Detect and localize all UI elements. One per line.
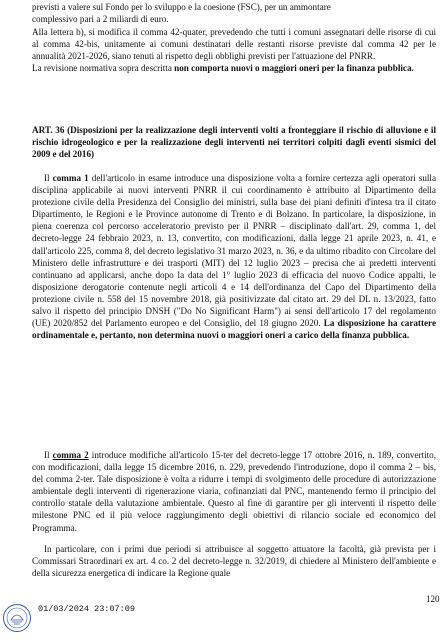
comma1-label: comma 1	[52, 173, 89, 183]
line-amount: complessivo pari a 2 miliardi di euro.	[32, 14, 169, 25]
line-fsc: previsti a valere sul Fondo per lo sviluppo e la coesione (FSC), per un ammontare	[32, 2, 331, 12]
page-number: 120	[426, 594, 440, 604]
comma2-label: comma 2	[52, 450, 89, 460]
art36-particulars-paragraph: In particolare, con i primi due periodi si attribuisce al soggetto attuatore la facoltà, già prevista per i Commissari Straordinari ex art. 4 co. 2 del decreto-legge n. 32/2019, di chiedere al Ministero dell'ambiente e della sicurezza energetica di indicare la Regione quale	[32, 544, 436, 579]
intro-paragraph-tail	[32, 1, 436, 25]
footer-timestamp: 01/03/2024 23:07:09	[38, 604, 135, 614]
art36-comma1-paragraph: Il comma 1 dell'articolo in esame introduce una disposizione volta a fornire certezza agli operatori sulla disciplina applicabile ai nuovi interventi PNRR il cui coordinamento è attribuito al Dipartimento della protezione civile della Presidenza del Consiglio dei ministri, sulla base dei piani definiti d'intesa tra il citato Dipartimento, le Regioni e le Province autonome di Trento e di Bolzano. In particolare, la disposizione, in piena coerenza col percorso acceleratorio previsto per il PNRR – disciplinato dall'art. 29, comma 1, del decreto-legge 24 febbraio 2023, n. 13, convertito, con modificazioni, dalla legge 21 aprile 2023, n. 41, e dall'articolo 225, comma 8, del decreto legislativo 31 marzo 2023, n. 36, e da ultimo ribadito con Circolare del Ministero delle infrastrutture e dei trasporti (MIT) del 12 luglio 2023 – precisa che ai predetti interventi continuano ad applicarsi, anche dopo la data del 1° luglio 2023 di efficacia del nuovo Codice appalti, le disposizione derogatorie contenute negli articoli 4 e 14 dell'ordinanza del Capo del Dipartimento della protezione civile n. 558 del 15 novembre 2018, già positivizzate dal citato art. 29 del DL n. 13/2023, fatto salvo il rispetto del principio DNSH ("Do No Significant Harm") ai sensi dell'articolo 17 del regolamento (UE) 2020/852 del Parlamento europeo e del Consiglio, del 18 giugno 2020. La disposizione ha carattere ordinamentale e, pertanto, non determina nuovi o maggiori oneri a carico della finanza pubblica.	[32, 173, 436, 341]
letter-b-paragraph	[32, 26, 436, 74]
art36-heading: ART. 36 (Disposizioni per la realizzazione degli interventi volti a fronteggiare il rischio di alluvione e il rischio idrogeologico e per la realizzazione degli interventi nei territori colpiti dagli eventi sismici del 2009 e del 2016)	[32, 125, 436, 160]
revision-note-bold: non comporta nuovi o maggiori oneri per la finanza pubblica	[174, 63, 412, 74]
revision-note: La revisione normativa sopra descritta non comporta nuovi o maggiori oneri per la finanza pubblica.	[32, 63, 414, 74]
comma1-conclusion: La disposizione ha carattere ordinamentale e, pertanto, non determina nuovi o maggiori oneri a carico della finanza pubblica.	[32, 318, 436, 341]
art36-comma2-paragraph: Il comma 2 introduce modifiche all'articolo 15-ter del decreto-legge 17 ottobre 2016, n. 189, convertito, con modificazioni, dalla legge 15 dicembre 2016, n. 229, prevedendo l'introduzione, dopo il comma 2 – bis, del comma 2-ter. Tale disposizione è volta a ridurre i tempi di svolgimento delle procedure di autorizzazione ambientale degli interventi di rigenerazione viaria, cofinanziati dal PNC, mantenendo fermo il principio del controllo statale della valutazione ambientale. Questo al fine di garantire per gli interventi il rispetto delle milestone PNC ed il più veloce raggiungimento degli obiettivi di rilancio sociale ed economico del Programma.	[32, 450, 436, 533]
letter-b-text: Alla lettera b), si modifica il comma 42-quater, prevedendo che tutti i comuni assegnatari delle risorse di cui al comma 42-bis, unitamente ai comuni destinatari delle restanti risorse previste dal comma 42 per le annualità 2021-2026, siano tenuti al rispetto degli obblighi previsti per l'attuazione del PNRR.	[32, 27, 436, 62]
official-seal-icon	[2, 603, 32, 633]
